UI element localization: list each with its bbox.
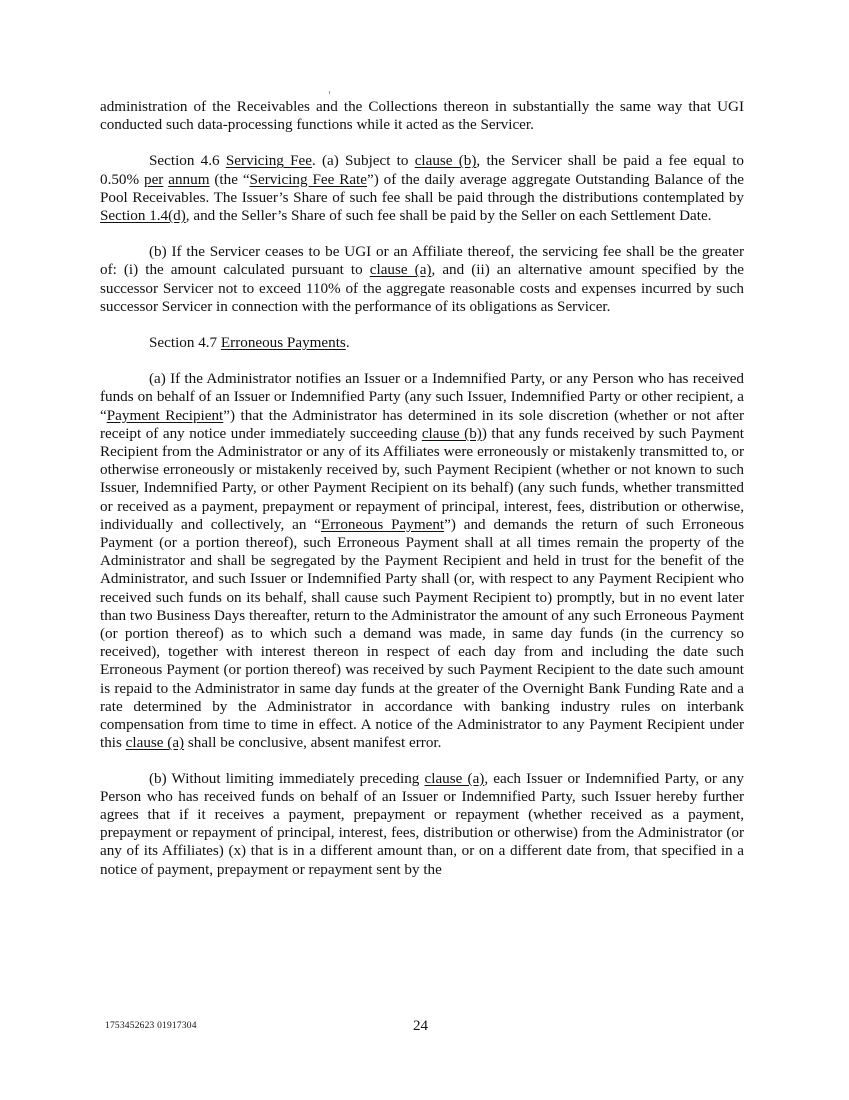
section-4-7-a-paragraph: (a) If the Administrator notifies an Issuer or a Indemnified Party, or any Person who has received funds on behalf of an Issuer or Indemnified Party (any such Issuer, Indemnified Party or other recipient, a “Payment Recipient”) that the Administrator has determined in its sole discretion (whether or not after receipt of any notice under immediately succeeding clause (b)) that any funds received by such Payment Recipient from the Administrator or any of its Affiliates were erroneously or mistakenly transmitted to, or otherwise erroneously or mistakenly received by, such Payment Recipient (whether or not known to such Issuer, Indemnified Party, or other Payment Recipient on its behalf) (any such funds, whether transmitted or received as a payment, prepayment or repayment of principal, interest, fees, distribution or otherwise, individually and collectively, an “Erroneous Payment”) and demands the return of such Erroneous Payment (or a portion thereof), such Erroneous Payment shall at all times remain the property of the Administrator and shall be segregated by the Payment Recipient and held in trust for the benefit of the Administrator, and such Issuer or Indemnified Party shall (or, with respect to any Payment Recipient who received such funds on its behalf, shall cause such Payment Recipient to) promptly, but in no event later than two Business Days thereafter, return to the Administrator the amount of any such Erroneous Payment (or portion thereof) as to which such a demand was made, in same day funds (in the currency so received), together with interest thereon in respect of each day from and including the date such Erroneous Payment (or portion thereof) was received by such Payment Recipient to the date such amount is repaid to the Administrator in same day funds at the greater of the Overnight Bank Funding Rate and a rate determined by the Administrator in accordance with banking industry rules on interbank compensation from time to time in effect. A notice of the Administrator to any Payment Recipient under this clause (a) shall be conclusive, absent manifest error. [100, 370, 744, 752]
section-1-4d-reference: Section 1.4(d) [100, 207, 186, 225]
scan-mark [329, 91, 330, 94]
page-number: 24 [413, 1018, 428, 1034]
clause-a-reference: clause (a) [424, 769, 485, 787]
clause-b-reference: clause (b) [421, 424, 482, 442]
clause-a-reference: clause (a) [125, 734, 185, 752]
document-id: 1753452623 01917304 [105, 1021, 197, 1031]
servicing-fee-heading: Servicing Fee [225, 152, 312, 170]
section-4-7-b-paragraph: (b) Without limiting immediately preceding clause (a), each Issuer or Indemnified Party, or any Person who has received funds on behalf of an Issuer or Indemnified Party, such Issuer hereby further agrees that if it receives a payment, prepayment or repayment (whether received as a payment, prepayment or repayment of principal, interest, fees, distribution or otherwise) from the Administrator (or any of its Affiliates) (x) that is in a different amount than, or on a different date from, that specified in a notice of payment, prepayment or repayment sent by the [100, 769, 744, 878]
erroneous-payment-term: Erroneous Payment [321, 515, 445, 533]
clause-b-reference: clause (b) [414, 152, 477, 170]
section-4-7-heading: Section 4.7 Erroneous Payments. [149, 334, 350, 352]
paragraph-continuation: administration of the Receivables and the Collections thereon in substantially the same way that UGI conducted such data-processing functions while it acted as the Servicer. [100, 98, 744, 134]
section-4-6-b-paragraph: (b) If the Servicer ceases to be UGI or an Affiliate thereof, the servicing fee shall be the greater of: (i) the amount calculated pursuant to clause (a), and (ii) an alternative amount specified by the successor Servicer not to exceed 110% of the aggregate reasonable costs and expenses incurred by such successor Servicer in connection with the performance of its obligations as Servicer. [100, 243, 745, 315]
erroneous-payments-heading: Erroneous Payments [220, 334, 346, 352]
section-4-6-paragraph: Section 4.6 Servicing Fee. (a) Subject to clause (b), the Servicer shall be paid a fee equal to 0.50% per annum (the “Servicing Fee Rate”) of the daily average aggregate Outstanding Balance of the Pool Receivables. The Issuer’s Share of such fee shall be paid through the distributions contemplated by Section 1.4(d), and the Seller’s Share of such fee shall be paid by the Seller on each Settlement Date. [100, 152, 744, 225]
servicing-fee-rate-term: Servicing Fee Rate [249, 170, 367, 188]
clause-a-reference: clause (a) [369, 261, 432, 279]
payment-recipient-term: Payment Recipient [106, 406, 224, 424]
document-body [100, 98, 744, 879]
